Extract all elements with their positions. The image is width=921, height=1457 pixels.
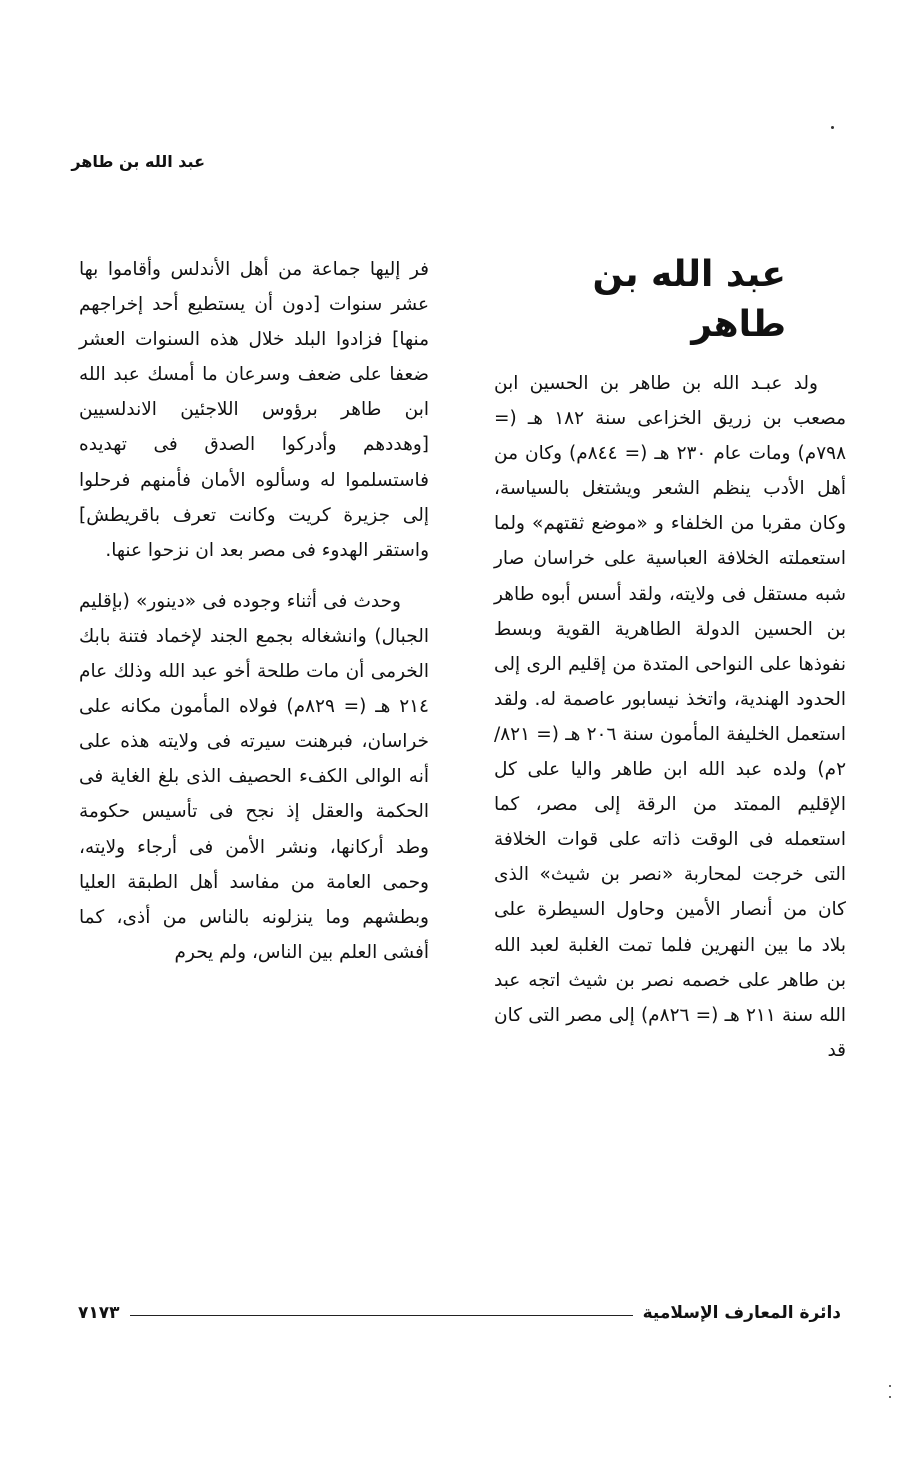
footer-rule: [130, 1315, 633, 1316]
scan-speck: [831, 126, 834, 129]
paragraph: وحدث فى أثناء وجوده فى «دينور» (بإقليم الجبال) وانشغاله بجمع الجند لإخماد فتنة بابك الخرمى أن مات طلحة أخو عبد الله وذلك عام ٢١٤ هـ (= ٨٢٩م) فولاه المأمون مكانه على خراسان، فبرهنت سيرته فى ولايته هذه على أنه الوالى الكفء الحصيف الذى بلغ الغاية فى الحكمة والعقل إذ نجح فى تأسيس حكومة وطد أركانها، ونشر الأمن فى أرجاء ولايته، وحمى العامة من مفاسد أهل الطبقة العليا وبطشهم وما ينزلونه بالناس من أذى، كما أفشى العلم بين الناس، ولم يحرم: [79, 590, 429, 963]
page-footer: [78, 1298, 841, 1328]
scan-speck: [889, 1396, 891, 1398]
running-header-title: عبد الله بن طاهر: [71, 152, 205, 171]
page-number: ٧١٧٣: [78, 1303, 120, 1323]
paragraph: ولد عبـد الله بن طاهر بن الحسين ابن مصعب بن زريق الخزاعى سنة ١٨٢ هـ (= ٧٩٨م) ومات عام ٢٣٠ هـ (= ٨٤٤م) وكان من أهل الأدب ينظم الشعر ويشتغل بالسياسة، وكان مقربا من الخلفاء و «موضع ثقتهم» ولما استعملته الخلافة العباسية على خراسان صار شبه مستقل فى ولايته، ولقد أسس أبوه طاهر بن الحسين الدولة الطاهرية القوية وبسط نفوذها على النواحى المتدة من إقليم الرى إلى الحدود الهندية، واتخذ نيسابور عاصمة له. ولقد استعمل الخليفة المأمون سنة ٢٠٦ هـ (= ٨٢١/ ٢م) ولده عبد الله ابن طاهر واليا على كل الإقليم الممتد من الرقة إلى مصر، كما استعمله فى الوقت ذاته على قوات الخلافة التى خرجت لمحاربة «نصر بن شيث» الذى كان من أنصار الأمين وحاول السيطرة على بلاد ما بين النهرين فلما تمت الغلبة لعبد الله بن طاهر على خصمه نصر بن شيث اتجه عبد الله سنة ٢١١ هـ (= ٨٢٦م) إلى مصر التى كان قد: [494, 373, 847, 1061]
paragraph: فر إليها جماعة من أهل الأندلس وأقاموا بها عشر سنوات [دون أن يستطيع أحد إخراجهم منها] فزادوا البلد خلال هذه السنوات العشر ضعفا على ضعف وسرعان ما أمسك عبد الله ابن طاهر برؤوس اللاجئين الاندلسيين [وهددهم وأدركوا الصدق فى تهديده فاستسلموا له وسألوه الأمان فأمنهم فرحلوا إلى جزيرة كريت وكانت تعرف باقريطش] واستقر الهدوء فى مصر بعد ان نزحوا عنها.: [79, 259, 429, 561]
left-text-column: [79, 252, 429, 970]
footer-publication-title: دائرة المعارف الإسلامية: [642, 1303, 841, 1323]
right-text-column: [494, 250, 846, 1068]
article-title: عبد الله بن طاهر: [592, 254, 786, 345]
scan-speck: [889, 1385, 891, 1387]
